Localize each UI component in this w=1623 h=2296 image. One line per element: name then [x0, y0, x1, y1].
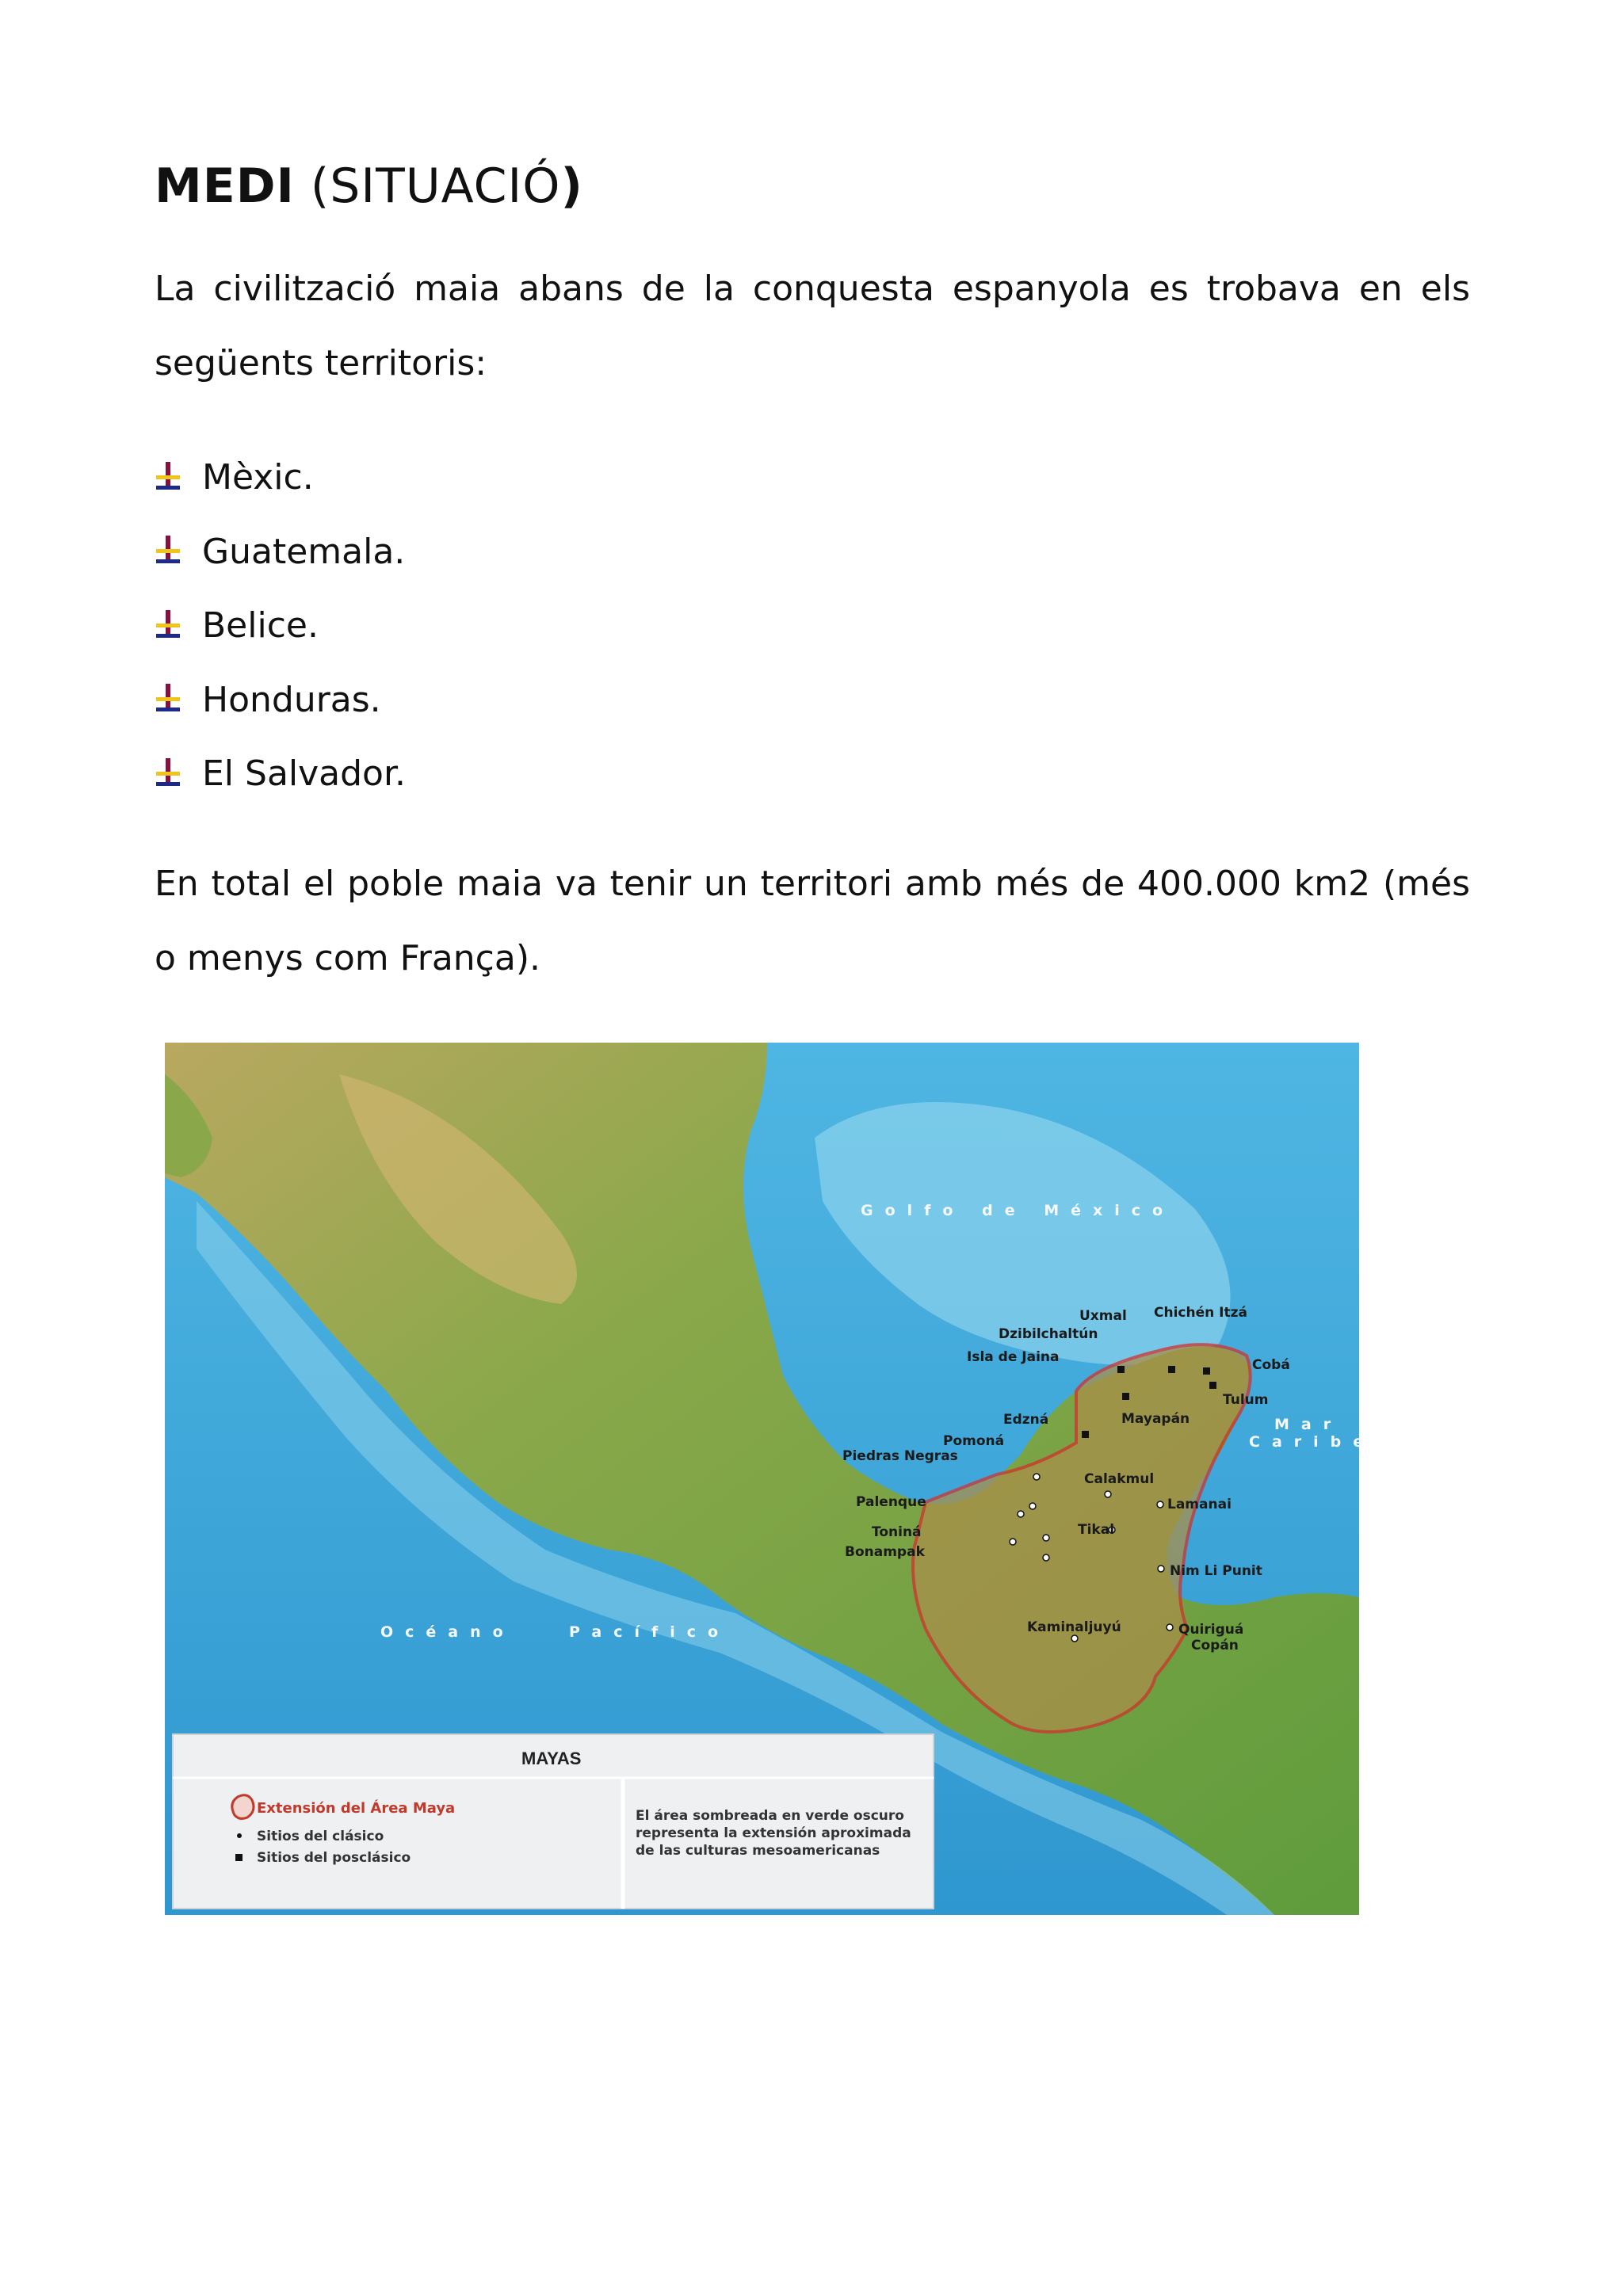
maya-map: [165, 1043, 1376, 1915]
site-label-tikal: Tikal: [1078, 1522, 1115, 1538]
site-marker: [1203, 1367, 1210, 1375]
site-marker: [1071, 1635, 1078, 1642]
site-marker: [1117, 1366, 1125, 1373]
pacific-label-1: Océano: [380, 1623, 515, 1641]
title-bold: MEDI: [155, 158, 295, 214]
site-label-calakmul: Calakmul: [1084, 1471, 1155, 1487]
site-marker: [1209, 1382, 1216, 1389]
legend-classic-text: Sitios del clásico: [257, 1829, 384, 1844]
map-legend: [173, 1734, 934, 1909]
site-marker: [1168, 1366, 1175, 1373]
legend-note-line-3: de las culturas mesoamericanas: [636, 1843, 880, 1859]
site-marker: [1105, 1491, 1111, 1497]
site-marker: [1043, 1554, 1049, 1561]
total-paragraph: En total el poble maia va tenir un territori amb més de 400.000 km2 (més o menys com França).: [155, 864, 1470, 978]
map-image: [165, 1043, 1376, 1915]
arrow-bullet-icon: [155, 758, 181, 790]
site-label-bonampak: Bonampak: [845, 1544, 925, 1560]
site-label-coba: Cobá: [1252, 1357, 1290, 1373]
intro-paragraph: La civilització maia abans de la conquesta espanyola es trobava en els següents territoris:: [155, 269, 1470, 383]
country-label: Guatemala.: [202, 531, 406, 572]
country-label: Mèxic.: [202, 457, 314, 498]
legend-note-line-2: representa la extensión aproximada: [636, 1825, 911, 1841]
site-label-mayapan: Mayapán: [1121, 1411, 1190, 1427]
site-marker: [1122, 1393, 1129, 1400]
legend-note-line-1: El área sombreada en verde oscuro: [636, 1808, 904, 1824]
arrow-bullet-icon: [155, 684, 181, 715]
postclassic-site-legend-icon: [235, 1854, 242, 1861]
gulf-label: Golfo de México: [861, 1202, 1175, 1219]
country-label: El Salvador.: [202, 753, 407, 794]
list-item: [155, 441, 406, 515]
site-marker: [1167, 1624, 1173, 1630]
site-label-quirigua: Quiriguá: [1178, 1622, 1244, 1638]
site-label-edzna: Edzná: [1003, 1412, 1049, 1428]
list-item: [155, 589, 406, 663]
legend-postclassic-text: Sitios del posclásico: [257, 1850, 411, 1866]
list-item: [155, 737, 406, 811]
site-label-lamanai: Lamanai: [1167, 1497, 1232, 1512]
site-label-pomona: Pomoná: [943, 1433, 1005, 1449]
site-label-tonina: Toniná: [872, 1524, 922, 1540]
site-marker: [1029, 1503, 1036, 1509]
site-marker: [1018, 1511, 1024, 1517]
site-label-tulum: Tulum: [1223, 1392, 1269, 1408]
site-label-dzibilchaltun: Dzibilchaltún: [999, 1326, 1098, 1342]
site-label-copan: Copán: [1191, 1638, 1239, 1653]
site-marker: [1043, 1535, 1049, 1541]
title-rest: (SITUACIÓ: [294, 158, 561, 214]
arrow-bullet-icon: [155, 536, 181, 567]
page-title: [155, 158, 583, 214]
site-label-palenque: Palenque: [856, 1494, 926, 1510]
site-marker: [1010, 1539, 1016, 1545]
country-label: Belice.: [202, 605, 319, 646]
site-label-kaminaljuyu: Kaminaljuyú: [1027, 1619, 1121, 1635]
site-label-uxmal: Uxmal: [1079, 1308, 1127, 1324]
caribbean-label-2: Caribe: [1249, 1433, 1376, 1451]
country-label: Honduras.: [202, 679, 381, 720]
classic-site-legend-icon: [237, 1833, 242, 1838]
site-marker: [1157, 1501, 1163, 1508]
legend-area-text: Extensión del Área Maya: [257, 1800, 456, 1817]
arrow-bullet-icon: [155, 462, 181, 494]
country-list: [155, 441, 406, 811]
pacific-label-2: Pacífico: [569, 1623, 731, 1641]
site-label-nimlipunit: Nim Li Punit: [1170, 1563, 1262, 1579]
legend-title: MAYAS: [521, 1749, 582, 1768]
title-close: ): [560, 158, 583, 214]
site-label-piedras: Piedras Negras: [842, 1448, 958, 1464]
site-label-chichen: Chichén Itzá: [1154, 1305, 1247, 1321]
list-item: [155, 515, 406, 589]
list-item: [155, 663, 406, 738]
site-label-jaina: Isla de Jaina: [967, 1349, 1060, 1365]
caribbean-label-1: Mar: [1274, 1416, 1343, 1433]
site-marker: [1158, 1566, 1164, 1572]
arrow-bullet-icon: [155, 610, 181, 642]
site-marker: [1033, 1474, 1040, 1480]
site-marker: [1082, 1431, 1089, 1438]
maya-area-legend-icon: [232, 1795, 254, 1819]
